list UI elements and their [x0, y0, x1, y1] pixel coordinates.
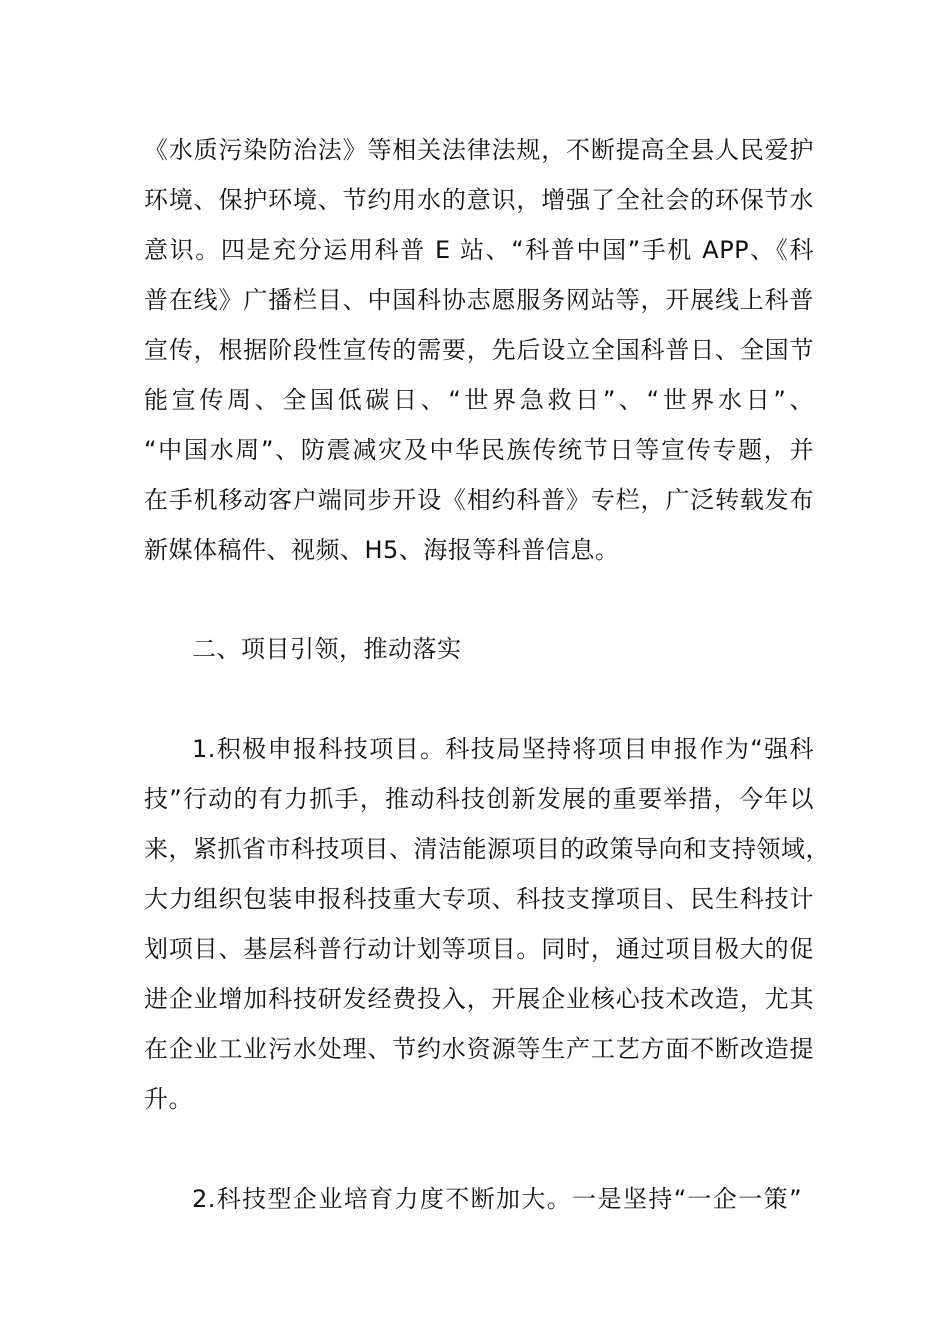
paragraph-line: 在手机移动客户端同步开设《相约科普》专栏，广泛转载发布 — [144, 486, 814, 514]
paragraph-line: 新媒体稿件、视频、H5、海报等科普信息。 — [144, 536, 620, 564]
paragraph-line: 普在线》广播栏目、中国科协志愿服务网站等，开展线上科普 — [144, 286, 814, 314]
paragraph-line: 划项目、基层科普行动计划等项目。同时，通过项目极大的促 — [144, 935, 814, 963]
paragraph-line: “中国水周”、防震减灾及中华民族传统节日等宣传专题，并 — [144, 436, 814, 464]
paragraph-line: 在企业工业污水处理、节约水资源等生产工艺方面不断改造提 — [144, 1035, 814, 1063]
paragraph-line: 技”行动的有力抓手，推动科技创新发展的重要举措，今年以 — [144, 785, 814, 813]
paragraph-line: 《水质污染防治法》等相关法律法规，不断提高全县人民爱护 — [144, 136, 814, 164]
paragraph-line: 意识。四是充分运用科普 E 站、“科普中国”手机 APP、《科 — [144, 236, 814, 264]
paragraph-line: 进企业增加科技研发经费投入，开展企业核心技术改造，尤其 — [144, 985, 814, 1013]
paragraph-line: 大力组织包装申报科技重大专项、科技支撑项目、民生科技计 — [144, 885, 814, 913]
paragraph-line: 升。 — [144, 1085, 193, 1113]
section-heading: 二、项目引领，推动落实 — [192, 635, 462, 663]
paragraph-line: 环境、保护环境、节约用水的意识，增强了全社会的环保节水 — [144, 186, 814, 214]
paragraph-line: 来，紧抓省市科技项目、清洁能源项目的政策导向和支持领域， — [144, 835, 830, 863]
paragraph-line: 2.科技型企业培育力度不断加大。一是坚持“一企一策” — [192, 1185, 802, 1213]
paragraph-line: 宣传，根据阶段性宣传的需要，先后设立全国科普日、全国节 — [144, 336, 814, 364]
paragraph-line: 1.积极申报科技项目。科技局坚持将项目申报作为“强科 — [192, 735, 814, 763]
paragraph-line: 能宣传周、全国低碳日、“世界急救日”、“世界水日”、 — [144, 386, 814, 414]
